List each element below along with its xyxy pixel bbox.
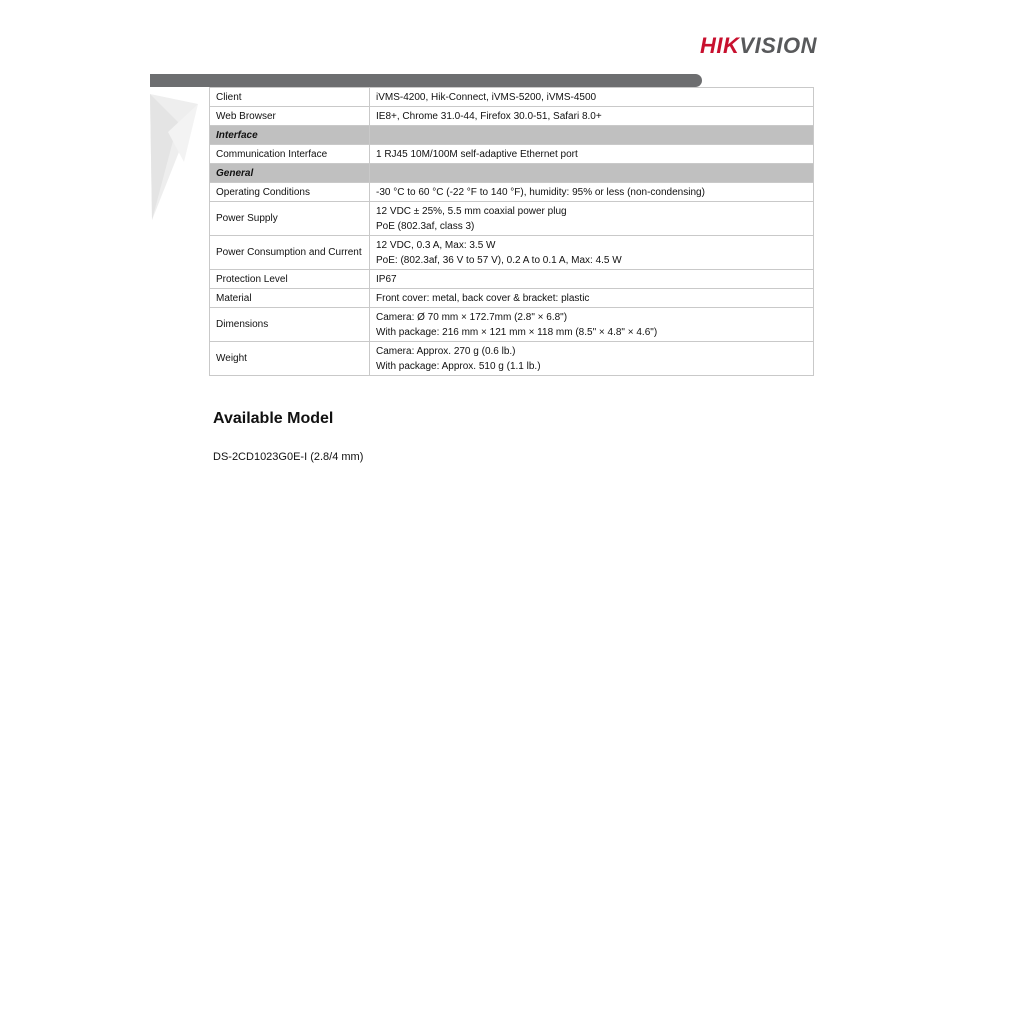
header-bar	[150, 74, 702, 87]
spec-value	[370, 289, 814, 308]
spec-value-line: PoE: (802.3af, 36 V to 57 V), 0.2 A to 0.1 A, Max: 4.5 W	[376, 254, 622, 266]
spec-key: Power Supply	[210, 202, 370, 236]
spec-key: Client	[210, 88, 370, 107]
spec-section-title: General	[210, 164, 370, 183]
spec-value-line: With package: 216 mm × 121 mm × 118 mm (8.5" × 4.8" × 4.6")	[376, 326, 658, 338]
spec-row	[210, 270, 814, 289]
spec-value-line: 12 VDC ± 25%, 5.5 mm coaxial power plug	[376, 205, 567, 217]
spec-value-line: 1 RJ45 10M/100M self-adaptive Ethernet port	[376, 148, 578, 160]
logo-hik-text: HIK	[700, 33, 740, 58]
spec-value	[370, 236, 814, 270]
spec-key: Web Browser	[210, 107, 370, 126]
spec-value-line: 12 VDC, 0.3 A, Max: 3.5 W	[376, 239, 496, 251]
spec-section-row	[210, 164, 814, 183]
spec-value	[370, 107, 814, 126]
spec-value-line: IP67	[376, 273, 397, 285]
spec-section-title: Interface	[210, 126, 370, 145]
spec-row	[210, 145, 814, 164]
spec-value-line: PoE (802.3af, class 3)	[376, 220, 475, 232]
available-model-value: DS-2CD1023G0E-I (2.8/4 mm)	[213, 451, 364, 463]
spec-value-line: Camera: Approx. 270 g (0.6 lb.)	[376, 345, 516, 357]
spec-value	[370, 342, 814, 376]
available-model-heading: Available Model	[213, 410, 334, 427]
spec-row	[210, 342, 814, 376]
spec-key: Weight	[210, 342, 370, 376]
spec-value	[370, 164, 814, 183]
spec-row	[210, 236, 814, 270]
spec-value	[370, 145, 814, 164]
spec-value	[370, 308, 814, 342]
spec-value-line: IE8+, Chrome 31.0-44, Firefox 30.0-51, Safari 8.0+	[376, 110, 602, 122]
spec-value	[370, 270, 814, 289]
spec-row	[210, 202, 814, 236]
spec-row	[210, 88, 814, 107]
spec-key: Material	[210, 289, 370, 308]
spec-value-line: Camera: Ø 70 mm × 172.7mm (2.8" × 6.8")	[376, 311, 568, 323]
spec-table	[209, 87, 814, 376]
spec-value-line: -30 °C to 60 °C (-22 °F to 140 °F), humidity: 95% or less (non-condensing)	[376, 186, 705, 198]
spec-row	[210, 308, 814, 342]
spec-value-line: With package: Approx. 510 g (1.1 lb.)	[376, 360, 541, 372]
spec-row	[210, 289, 814, 308]
spec-section-row	[210, 126, 814, 145]
spec-key: Operating Conditions	[210, 183, 370, 202]
spec-key: Protection Level	[210, 270, 370, 289]
spec-row	[210, 183, 814, 202]
spec-row	[210, 107, 814, 126]
spec-value-line: iVMS-4200, Hik-Connect, iVMS-5200, iVMS-4500	[376, 91, 597, 103]
logo-vision-text: VISION	[739, 33, 817, 58]
spec-value	[370, 126, 814, 145]
watermark-graphic	[148, 92, 200, 224]
spec-value	[370, 183, 814, 202]
spec-value	[370, 202, 814, 236]
spec-key: Communication Interface	[210, 145, 370, 164]
spec-key: Power Consumption and Current	[210, 236, 370, 270]
hikvision-logo	[700, 34, 817, 58]
spec-value	[370, 88, 814, 107]
spec-value-line: Front cover: metal, back cover & bracket: plastic	[376, 292, 590, 304]
spec-key: Dimensions	[210, 308, 370, 342]
